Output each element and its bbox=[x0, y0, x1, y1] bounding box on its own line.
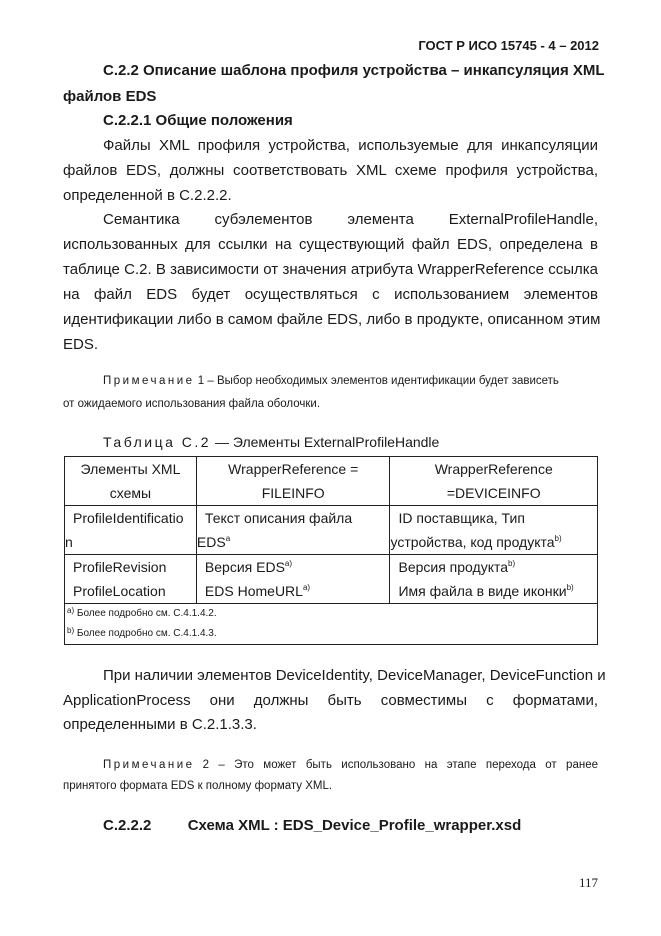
page-number: 117 bbox=[578, 875, 598, 890]
schema-heading-text: Схема XML : EDS_Device_Profile_wrapper.xsd bbox=[187, 817, 522, 834]
note-text: 1 – Выбор необходимых элементов идентификации будет зависеть bbox=[197, 375, 559, 387]
note-2 bbox=[103, 759, 598, 771]
paragraph-line: идентификации либо в самом файле EDS, либо в продукте, описанном этим bbox=[63, 311, 601, 328]
table-cell: ProfileIdentificatio n bbox=[65, 506, 197, 555]
paragraph-line: EDS. bbox=[63, 336, 99, 353]
paragraph-line: ApplicationProcess они должны быть совместимы с форматами, bbox=[63, 692, 598, 709]
table-header-cell: WrapperReference =DEVICEINFO bbox=[390, 457, 598, 506]
paragraph-line: Файлы XML профиля устройства, используемые для инкапсуляции bbox=[103, 137, 598, 154]
section-title-cont: файлов EDS bbox=[63, 88, 157, 105]
table-header-cell: WrapperReference = FILEINFO bbox=[196, 457, 390, 506]
table-cell: ID поставщика, Тип устройства, код продукта$^{b)}$ bbox=[390, 506, 598, 555]
note-text: 2 – Это может быть использовано на этапе перехода от ранее bbox=[202, 759, 598, 771]
elements-table bbox=[64, 456, 598, 645]
subsection-title: С.2.2.1 Общие положения bbox=[103, 112, 293, 129]
paragraph-line: использованных для ссылки на существующий файл EDS, определена в bbox=[63, 236, 598, 253]
table-cell: Версия продукта$^{b)}$ Имя файла в виде иконки$^{b)}$ bbox=[390, 555, 598, 604]
document-id-header: ГОСТ Р ИСО 15745 - 4 – 2012 bbox=[418, 38, 599, 53]
table-row bbox=[65, 555, 598, 604]
schema-heading-number: С.2.2.2 bbox=[103, 817, 152, 834]
table-cell: Версия EDS$^{a)}$ EDS HomeURL$^{a)}$ bbox=[196, 555, 390, 604]
table-row bbox=[65, 506, 598, 555]
note-label: Примечание bbox=[103, 375, 195, 387]
schema-heading bbox=[103, 817, 521, 834]
table-footnotes-row bbox=[65, 604, 598, 645]
note-1 bbox=[103, 375, 559, 387]
note-2-cont: принятого формата EDS к полному формату XML. bbox=[63, 780, 333, 792]
paragraph-line: таблице С.2. В зависимости от значения атрибута WrapperReference ссылка bbox=[63, 261, 598, 278]
table-footnotes bbox=[65, 604, 598, 645]
section-title: С.2.2 Описание шаблона профиля устройства – инкапсуляция XML bbox=[103, 62, 605, 79]
table-caption bbox=[103, 434, 439, 450]
paragraph-line: на файл EDS будет осуществляться с использованием элементов bbox=[63, 286, 598, 303]
paragraph-line: определенными в С.2.1.3.3. bbox=[63, 716, 257, 733]
note-label: Примечание bbox=[103, 759, 195, 771]
table-cell: Текст описания файла EDS$^a$ bbox=[196, 506, 390, 555]
table-header-cell: Элементы XML схемы bbox=[65, 457, 197, 506]
note-1-cont: от ожидаемого использования файла оболочки. bbox=[63, 398, 321, 410]
table-footnote: $^{a)}$ Более подробно см. С.4.1.4.2. bbox=[67, 606, 217, 619]
paragraph-line: При наличии элементов DeviceIdentity, DeviceManager, DeviceFunction и bbox=[103, 667, 606, 684]
table-cell: ProfileRevision ProfileLocation bbox=[65, 555, 197, 604]
table-footnote: $^{b)}$ Более подробно см. С.4.1.4.3. bbox=[67, 626, 217, 639]
table-caption-text: — Элементы ExternalProfileHandle bbox=[214, 434, 440, 450]
table-header-row bbox=[65, 457, 598, 506]
table-caption-label: Таблица С.2 bbox=[103, 434, 212, 450]
paragraph-line: Семантика субэлементов элемента ExternalProfileHandle, bbox=[103, 211, 598, 228]
paragraph-line: определенной в С.2.2.2. bbox=[63, 187, 232, 204]
paragraph-line: файлов EDS, должны соответствовать XML схеме профиля устройства, bbox=[63, 162, 598, 179]
